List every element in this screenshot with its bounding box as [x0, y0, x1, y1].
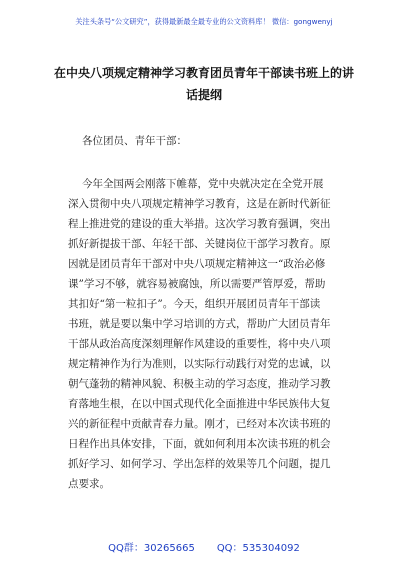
qq-number: QQ：535304092 [216, 543, 300, 554]
document-title [54, 62, 354, 106]
body-line: 书班，就是要以集中学习培训的方式，帮助广大团员青年 [68, 318, 331, 330]
body-line: 抓好新提拔干部、年轻干部、关键岗位干部学习教育。原 [68, 238, 331, 250]
body-line: 其扣好“第一粒扣子”。今天，组织开展团员青年干部读 [68, 298, 321, 310]
body-line: 日程作出具体安排，下面，就如何利用本次读书班的机会 [68, 438, 331, 450]
header-banner: 关注头条号“公文研究”，获得最新最全最专业的公文资料库！ 微信：gongwenyj [75, 17, 333, 26]
body-line: 因就是团员青年干部对中央八项规定精神这一“政治必修 [68, 258, 326, 270]
body-line: 程上推进党的建设的重大举措。这次学习教育强调，突出 [68, 218, 331, 230]
body-line: 深入贯彻中央八项规定精神学习教育，这是在新时代新征 [68, 198, 331, 210]
body-line: 育落地生根，在以中国式现代化全面推进中华民族伟大复 [68, 398, 331, 410]
salutation: 各位团员、青年干部： [82, 135, 187, 147]
body-line: 今年全国两会刚落下帷幕，党中央就决定在全党开展 [82, 178, 324, 190]
footer-contact [0, 539, 408, 554]
body-line: 规定精神作为行为准则，以实际行动践行对党的忠诚，以 [68, 358, 331, 370]
body-line: 兴的新征程中贡献青春力量。刚才，已经对本次读书班的 [68, 418, 331, 430]
body-line: 干部从政治高度深刻理解作风建设的重要性，将中央八项 [68, 338, 331, 350]
qq-group-number: QQ群：30265665 [108, 543, 195, 554]
body-line: 朝气蓬勃的精神风貌、积极主动的学习态度，推动学习教 [68, 378, 331, 390]
body-line: 点要求。 [68, 478, 110, 490]
title-line-1: 在中央八项规定精神学习教育团员青年干部读书班上的讲 [54, 66, 355, 80]
body-line: 抓好学习、如何学习、学出怎样的效果等几个问题，提几 [68, 458, 331, 470]
body-line: 课”学习不够，就容易被腐蚀，所以需要严管厚爱，帮助 [68, 278, 326, 290]
title-line-2: 话提纲 [185, 88, 222, 102]
